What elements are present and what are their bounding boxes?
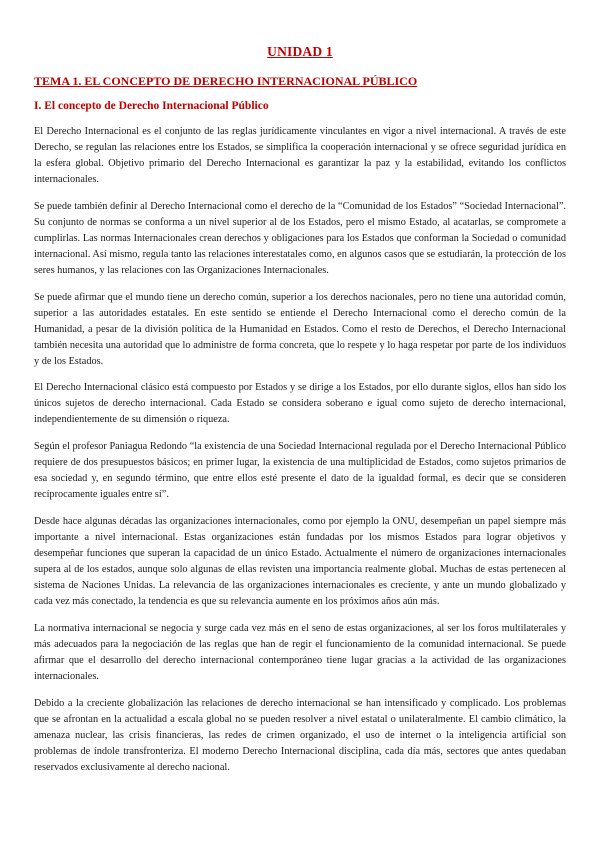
unit-title: UNIDAD 1	[267, 44, 333, 59]
paragraph-5: Según el profesor Paniagua Redondo “la existencia de una Sociedad Internacional regulada por el Derecho Internacional Público requiere de dos presupuestos básicos; en primer lugar, la existencia de una multiplicidad de Estados, como sujetos primarios de esa sociedad y, en segundo término, que entre ellos esté presente el dato de la igualdad formal, es decir que se consideren recíprocamente iguales entre sí”.	[34, 441, 566, 501]
theme-title: TEMA 1. EL CONCEPTO DE DERECHO INTERNACIONAL PÚBLICO	[34, 74, 418, 88]
paragraph-8: Debido a la creciente globalización las relaciones de derecho internacional se han intensificado y complicado. Los problemas que se afrontan en la actualidad a escala global no se pueden resolver a nivel estatal o unilateralmente. El cambio climático, la amenaza nuclear, las crisis financieras, las redes de crimen organizado, el uso de internet o la inteligencia artificial son problemas de índole transfronteriza. El moderno Derecho Internacional disciplina, cada día más, sectores que antes quedaban reservados exclusivamente al derecho nacional.	[34, 697, 566, 773]
paragraph-1: El Derecho Internacional es el conjunto de las reglas jurídicamente vinculantes en vigor a nivel internacional. A través de este Derecho, se regulan las relaciones entre los Estados, se simplifica la cooperación internacional y se ofrece seguridad jurídica en la esfera global. Objetivo primario del Derecho Internacional es garantizar la paz y la estabilidad, evitando los conflictos internacionales.	[34, 126, 566, 185]
section-title: I. El concepto de Derecho Internacional Público	[34, 100, 269, 112]
paragraph-3: Se puede afirmar que el mundo tiene un derecho común, superior a los derechos nacionales, pero no tiene una autoridad común, superior a las autoridades estatales. En este sentido se entiende el Derecho Internacional como el derecho común de la Humanidad, a pesar de la división política de la Humanidad en Estados. Como el resto de Derechos, el Derecho Internacional también necesita una autoridad que lo administre de forma concreta, que lo respete y lo haga respetar por parte de los individuos y de los Estados.	[34, 291, 566, 367]
paragraph-4: El Derecho Internacional clásico está compuesto por Estados y se dirige a los Estados, por ello durante siglos, ellos han sido los únicos sujetos de derecho internacional. Cada Estado se considera soberano e igual como sujeto de derecho internacional, independientemente de su dimensión o riqueza.	[34, 382, 566, 426]
paragraph-6: Desde hace algunas décadas las organizaciones internacionales, como por ejemplo la ONU, desempeñan un papel siempre más importante a nivel internacional. Estas organizaciones están fundadas por los mismos Estados para lograr objetivos y desempeñar funciones que superan la capacidad de un único Estado. Actualmente el número de organizaciones internacionales supera al de los estados, aunque solo algunas de ellas revisten una importancia realmente global. Muchas de estas pertenecen al sistema de Naciones Unidas. La relevancia de las organizaciones internacionales es creciente, y ante un mundo globalizado y cada vez más conectado, la tendencia es que su relevancia aumente en los próximos años aún más.	[34, 515, 566, 607]
document-page	[34, 44, 566, 786]
paragraph-2: Se puede también definir al Derecho Internacional como el derecho de la “Comunidad de los Estados” “Sociedad Internacional”. Su conjunto de normas se conforma a un nivel superior al de los Estados, pero el mismo Estado, al acatarlas, se compromete a cumplirlas. Las normas Internacionales crean derechos y obligaciones para los Estados que conforman la Sociedad o comunidad internacional. Así mismo, regula tanto las relaciones interestatales como, en algunos casos que se estudiarán, la protección de los seres humanos, y las relaciones con las Organizaciones Internacionales.	[34, 200, 566, 276]
paragraph-7: La normativa internacional se negocia y surge cada vez más en el seno de estas organizaciones, al ser los foros multilaterales y más adecuados para la negociación de las reglas que han de regir el funcionamiento de la comunidad internacional. Se puede afirmar que el desarrollo del derecho internacional contemporáneo tiene lugar gracias a la actividad de las organizaciones internacionales.	[34, 622, 566, 682]
